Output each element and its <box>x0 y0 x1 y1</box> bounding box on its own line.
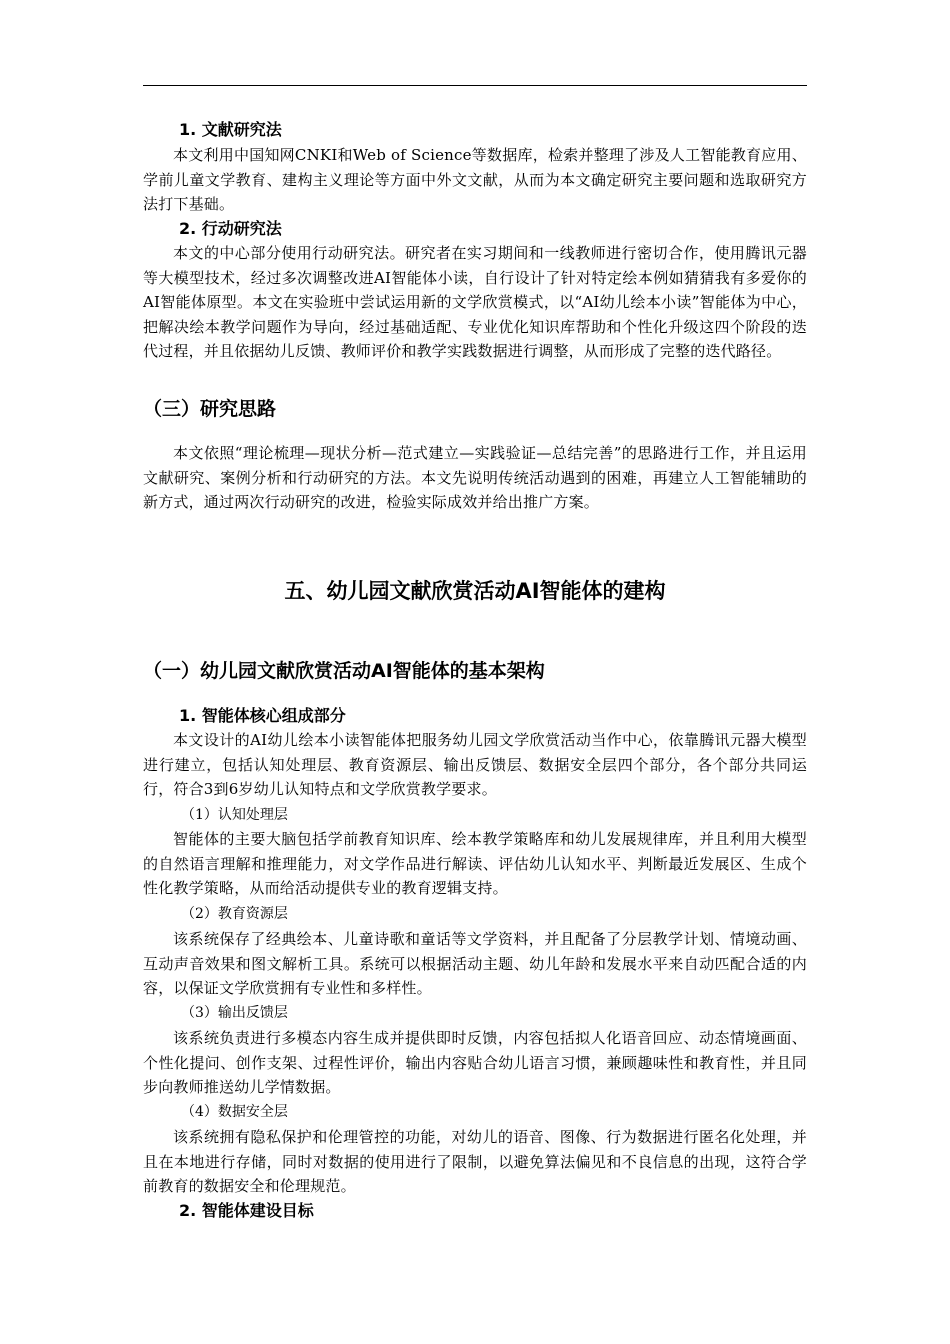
section-heading-literature-method: 1. 文献研究法 <box>179 120 282 139</box>
paragraph-literature-method: 本文利用中国知网CNKI和Web of Science等数据库，检索并整理了涉及人工智能教育应用、学前儿童文学教育、建构主义理论等方面中外文文献，从而为本文确定研究主要问题和选取研究方法打下基础。 <box>143 146 807 213</box>
paragraph-research-approach: 本文依照“理论梳理—现状分析—范式建立—实践验证—总结完善”的思路进行工作，并且运用文献研究、案例分析和行动研究的方法。本文先说明传统活动遇到的困难，再建立人工智能辅助的新方式，通过两次行动研究的改进，检验实际成效并给出推广方案。 <box>143 444 807 511</box>
section-heading-core-components: 1. 智能体核心组成部分 <box>179 706 346 725</box>
paragraph-resources-layer: 该系统保存了经典绘本、儿童诗歌和童话等文学资料，并且配备了分层教学计划、情境动画、互动声音效果和图文解析工具。系统可以根据活动主题、幼儿年龄和发展水平来自动匹配合适的内容，以保证文学欣赏拥有专业性和多样性。 <box>143 930 807 997</box>
paragraph-core-components: 本文设计的AI幼儿绘本小读智能体把服务幼儿园文学欣赏活动当作中心，依靠腾讯元器大模型进行建立，包括认知处理层、教育资源层、输出反馈层、数据安全层四个部分，各个部分共同运行，符合3到6岁幼儿认知特点和文学欣赏教学要求。 <box>143 731 807 798</box>
layer-heading-cognitive: （1）认知处理层 <box>181 807 288 823</box>
chapter-heading-five: 五、幼儿园文献欣赏活动AI智能体的建构 <box>284 579 666 603</box>
subsection-heading-research-approach: （三）研究思路 <box>143 398 277 420</box>
layer-heading-resources: （2）教育资源层 <box>181 906 288 922</box>
paragraph-security-layer: 该系统拥有隐私保护和伦理管控的功能，对幼儿的语音、图像、行为数据进行匿名化处理，并且在本地进行存储，同时对数据的使用进行了限制，以避免算法偏见和不良信息的出现，这符合学前教育的数据安全和伦理规范。 <box>143 1128 807 1195</box>
layer-heading-output: （3）输出反馈层 <box>181 1005 288 1021</box>
layer-heading-security: （4）数据安全层 <box>181 1104 288 1120</box>
paragraph-action-research: 本文的中心部分使用行动研究法。研究者在实习期间和一线教师进行密切合作，使用腾讯元器等大模型技术，经过多次调整改进AI智能体小读，自行设计了针对特定绘本例如猜猜我有多爱你的AI智能体原型。本文在实验班中尝试运用新的文学欣赏模式，以“AI幼儿绘本小读”智能体为中心，把解决绘本教学问题作为导向，经过基础适配、专业优化知识库帮助和个性化升级这四个阶段的迭代过程，并且依据幼儿反馈、教师评价和教学实践数据进行调整，从而形成了完整的迭代路径。 <box>143 244 807 360</box>
section-heading-construction-goals: 2. 智能体建设目标 <box>179 1201 314 1220</box>
paragraph-output-layer: 该系统负责进行多模态内容生成并提供即时反馈，内容包括拟人化语音回应、动态情境画面、个性化提问、创作支架、过程性评价，输出内容贴合幼儿语言习惯，兼顾趣味性和教育性，并且同步向教师推送幼儿学情数据。 <box>143 1029 807 1096</box>
paragraph-cognitive-layer: 智能体的主要大脑包括学前教育知识库、绘本教学策略库和幼儿发展规律库，并且利用大模型的自然语言理解和推理能力，对文学作品进行解读、评估幼儿认知水平、判断最近发展区、生成个性化教学策略，从而给活动提供专业的教育逻辑支持。 <box>143 830 807 897</box>
subsection-heading-basic-architecture: （一）幼儿园文献欣赏活动AI智能体的基本架构 <box>143 660 545 682</box>
header-rule <box>143 85 807 86</box>
section-heading-action-research: 2. 行动研究法 <box>179 219 282 238</box>
